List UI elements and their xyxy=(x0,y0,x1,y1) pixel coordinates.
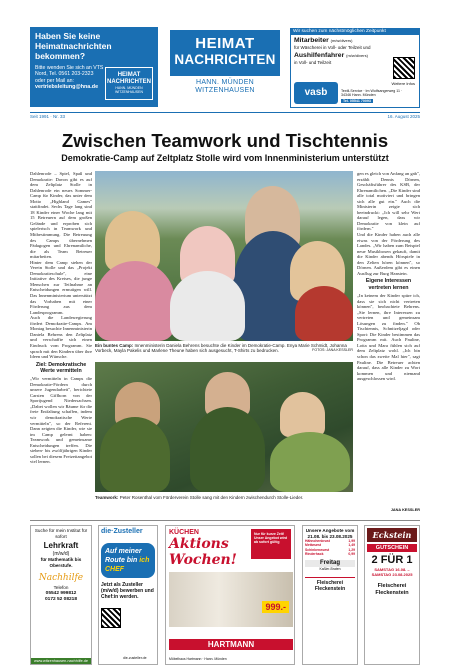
ad3-burst-badge: Nur für kurze Zeit! Unser Angebot wird ab sofort gültig xyxy=(251,529,291,559)
photo-figure xyxy=(295,286,353,341)
article-paragraph: Dahlenrode – Spiel, Spaß und Demokratie: Davon gibt es auf dem Zeltplatz Stolle in Dahlenrode ein neues Sommer-Camp für Kinder, das unter dem Motto „Highland Games" stattfindet. Sechs Tage lang sind 18 Kinder einer Woche lang mit 15 Betreuern auf dem großen Gelände und erproben sich spielerisch in Teamwork und Mitbestimmung. Die Betreuung des Camps übernehmen Pädagogen und Ehrenamtliche, die als Team Betreuer mitarbeiten. xyxy=(30,171,92,260)
article-subhead: Demokratie-Camp auf Zeltplatz Stolle wird vom Innenministerium unterstützt xyxy=(61,153,389,163)
ad1-phone-label: Telefon xyxy=(53,585,69,590)
photo-figure xyxy=(170,271,245,341)
article-paragraph: Auch die Landesregierung fördert Demokratie-Camps. Am Montag besuchte Innenministerin Daniela Behrens den Zeltplatz und verschaffte sich einen Eindruck vom Programm. Sie sprach mit den Kindern über ihre Ideen und Wünsche. xyxy=(30,315,92,360)
issue-number: Seit 1991 · Nr. 33 xyxy=(30,114,66,119)
ad1-gender: (m/w/d) xyxy=(52,551,70,557)
article-subheading: Ziel: Demokratische Werte vermitteln xyxy=(35,361,87,374)
ad3-price: 999.- xyxy=(262,601,289,613)
ad5-logo: Eckstein xyxy=(367,528,417,542)
dateline xyxy=(30,112,420,120)
promo-text: Bitte wenden Sie sich an VTS Nord, Tel. 0561 203-2323 oder per Mail an: vertriebsleitung@hna.de xyxy=(35,65,104,91)
job-phone[interactable]: Tel. 05541 70093 xyxy=(343,98,371,103)
ad4-heading: Unsere Angebote vom 21.08. bis 23.08.2025 xyxy=(305,528,355,539)
ad2-brand: die·Zusteller xyxy=(101,528,143,535)
delivery-promo-box[interactable] xyxy=(30,27,158,107)
job-address: Textil-Service · Im Wolfsangerweg 11 · 34346 Hann. Münden Tel. 05541 70093 xyxy=(341,88,403,103)
ad-strip xyxy=(30,520,420,668)
page-header xyxy=(0,0,450,110)
ad1-brand-logo: Nachhilfe xyxy=(38,573,84,583)
job-title-1: Mitarbeiter (m/w/divers) xyxy=(294,37,353,44)
ad4-row: Schinkenwurst 1,29 xyxy=(305,547,355,552)
photo-figure xyxy=(100,417,170,492)
ad1-intro: Suche für mein Institut für sofort xyxy=(34,528,88,539)
ad3-kitchen-image xyxy=(169,572,293,627)
promo-headline: Haben Sie keine Heimatnachrichten bekommen? xyxy=(35,31,112,61)
article-paragraph: gen es gleich von Anfang an gab", erzählt Dennis Dörnen, Geschäftsführer des KSB, der Ehrenamtlichen. „Die Kinder sind alle total motiviert und bringen sich alle gut ein." Auch die Ministerin zeigte sich beeindruckt: „Ich will sehr Wert darauf legen, dass wir Demokratie von klein auf fördern." xyxy=(357,171,420,232)
promo-mini-logo: HEIMAT NACHRICHTEN HANN. MÜNDEN WITZENHAUSEN xyxy=(105,67,153,100)
ad3-store-sub: Möbelhaus Hartmann · Hann. Münden xyxy=(169,656,227,661)
ad4-row: Hähnchenbrust 1,99 xyxy=(305,539,355,543)
job-title-2-sub: in Voll- und Teilzeit xyxy=(294,59,332,65)
ad1-title: Lehrkraft xyxy=(43,541,79,550)
ad5-offer: 2 FÜR 1 xyxy=(371,554,413,566)
ad4-day-sub: Kaßler-Braten xyxy=(319,567,341,572)
ad5-dates: SAMSTAG 16.08. – SAMSTAG 23.08.2025 xyxy=(371,567,413,577)
masthead-location: HANN. MÜNDEN WITZENHAUSEN xyxy=(195,79,255,94)
masthead-line1: HEIMAT xyxy=(195,35,255,52)
article-paragraph: „In keinem der Kinder spüre ich, dass sie sich nicht vertreten können", beobachtete Behrens. „Sie lernen, ihre Interessen zu vertreten und gemeinsam Lösungen zu finden." Ob Tischtennis, Schnitzeljagd oder Sport: Die Kinder bestimmen das Programm mit. Auch Pauline, Lotta und Mara fühlen sich auf dem Zeltplatz wohl. „Ich bin schon das zweite Mal hier", sagt Pauline. Die Betreuer achten darauf, dass alle Kinder zu Wort kommen und niemand ausgeschlossen wird. xyxy=(357,292,420,382)
ad2-url[interactable]: die-zusteller.de xyxy=(123,656,147,660)
ad1-phone1[interactable]: 05542 999812 xyxy=(45,590,77,596)
ad5-gutschein: GUTSCHEIN xyxy=(367,544,417,552)
ad-gutschein[interactable] xyxy=(364,525,420,665)
qr-code-icon[interactable] xyxy=(101,608,121,628)
ad3-headline: Aktions Wochen! xyxy=(169,536,237,568)
ad2-cta: Jetzt als Zusteller (m/w/d) bewerben und Chef:in werden. xyxy=(101,582,154,600)
article-headline: Zwischen Teamwork und Tischtennis xyxy=(61,130,389,151)
ad-fleischerei-angebote[interactable] xyxy=(302,525,358,665)
ad4-day: Freitag xyxy=(305,560,355,567)
issue-date: 16. August 2025 xyxy=(387,114,420,119)
ad4-shop: Fleischerei Fleckenstein xyxy=(305,577,355,592)
ad4-row: Rinderhack 0,99 xyxy=(305,551,355,556)
article-paragraph: Und die Kinder haben auch alle etwas von der Förderung des Landes. „Wir haben zum Beispiel neue Musikboxen gekauft, damit die Kinder abends Hörspiele in den Zelten hören können", so Dörnen. Außerdem gibt es einen Ausflug zur Burg Hanstein. xyxy=(357,232,420,276)
promo-email[interactable]: vertriebsleitung@hna.de xyxy=(35,84,99,91)
article-photo-teamwork xyxy=(95,362,353,492)
job-title-2: Aushilfenfahrer (m/w/divers) xyxy=(294,51,368,59)
ad1-url[interactable]: www.witzenhausen-nachhilfe.de xyxy=(31,658,91,664)
ad1-phone2[interactable]: 0172 52 08218 xyxy=(44,596,77,602)
article-photo-camp xyxy=(95,171,353,341)
vasb-logo: vasb xyxy=(294,82,338,104)
ad4-row: Mettwurst 1,49 xyxy=(305,543,355,548)
photo-figure xyxy=(95,261,175,341)
photo-caption-1: Ein buntes Camp: Innenministerin Daniela Behrens besuchte die Kinder im Demokratie-Camp. Enya Marie Schmidt, Johanna Vorbeck, Mayla Pakelis und Marlene Theune haben sich ausgesucht, T-Shirts zu bedrucken. FOTOS: JANA KESSLER xyxy=(95,343,353,354)
qr-code-icon[interactable] xyxy=(393,57,415,79)
ad-zusteller[interactable] xyxy=(98,525,158,665)
photo-figure xyxy=(280,392,325,437)
photo-caption-2: Teamwork: Peter Rosenthal vom Förderverein Stolle sang mit den Kindern zwischendurch Stolle-Lieder. xyxy=(95,495,304,500)
photo-figure xyxy=(190,407,265,492)
photo-credit: FOTOS: JANA KESSLER xyxy=(312,348,353,353)
article-column-3 xyxy=(357,171,420,506)
ad5-shop: Fleischerei Fleckenstein xyxy=(375,583,409,596)
job-title-1-sub: für Wäscherei in Voll- oder Teilzeit und xyxy=(294,45,371,50)
article-paragraph: „Wir vermitteln in Camps die Demokratie-Fördern durch unsere Jugendarbeit", berichtete Carsten Giffhorn von der Sportjugend Niedersachsen. „Dabei wollen wir Räume für die freie Entfaltung schaffen, indem wir demokratische Werte vermitteln", so der Referent. Dann zeigten die Kinder, wie sie im Camp gelernt haben: Teamwork und gemeinsame Entscheidungen treffen. Die sieben- bis zwölfjährigen Kinder sollen bei diesem Freizeitangebot viel lernen. xyxy=(30,376,92,465)
job-ad[interactable] xyxy=(290,28,420,108)
article-column-1 xyxy=(30,171,92,516)
photo-figure xyxy=(270,432,350,492)
ad2-bubble: Auf meiner Route bin ich CHEF xyxy=(101,543,155,578)
ad1-subject: für Mathematik bis Oberstufe. xyxy=(40,557,82,568)
job-weitere-infos: Weitere Infos xyxy=(391,81,415,86)
article-paragraph: Hinter dem Camp stehen der Verein Stolle und das „Projekt Demokratieschule", eine Initiative des Kreises, die junge Menschen zur Teilnahme an Entscheidungen ermutigen will. Das Innenministerium unterstützt das Vorhaben mit einer Förderung aus dem Landesprogramm. xyxy=(30,259,92,315)
masthead-line2: NACHRICHTEN xyxy=(174,52,276,67)
article-subheading: Eigene Interessen vertreten lernen xyxy=(365,278,412,291)
ad-nachhilfe[interactable] xyxy=(30,525,92,665)
article-author: JANA KESSLER xyxy=(390,508,420,512)
ad-kuechen[interactable] xyxy=(165,525,295,665)
masthead-logo xyxy=(170,30,280,76)
ad3-brand: KÜCHEN xyxy=(169,529,199,536)
job-ad-top: Wir suchen zum nächstmöglichen Zeitpunkt xyxy=(291,29,419,35)
ad3-store-logo: HARTMANN xyxy=(169,639,293,650)
